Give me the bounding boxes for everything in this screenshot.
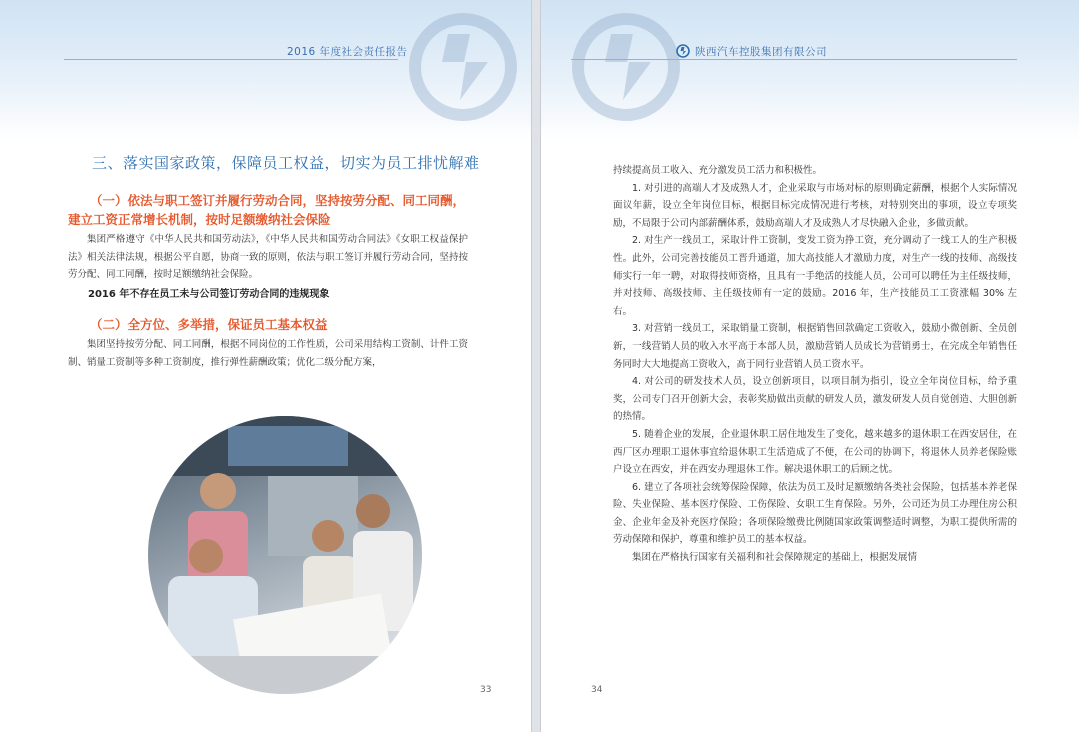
paragraph: 5. 随着企业的发展，企业退休职工居住地发生了变化，越来越多的退休职工在西安居住，在西厂区办理职工退休事宜给退休职工生活造成了不便，在公司的协调下，将退休人员养老保险账户设立在西安，并在西安办理退休工作。解决退休职工的后顾之忧。 — [613, 428, 1017, 476]
page-number: 33 — [480, 685, 492, 695]
left-page — [0, 0, 532, 732]
paragraph: 持续提高员工收入、充分激发员工活力和积极性。 — [613, 165, 823, 176]
report-header-title: 2016 年度社会责任报告 — [287, 46, 408, 58]
subsection-2-body — [68, 336, 468, 371]
right-page — [540, 0, 1079, 732]
subsection-1-body — [68, 231, 468, 284]
page-number: 34 — [591, 685, 603, 695]
paragraph: 4. 对公司的研发技术人员，设立创新项目，以项目制为指引，设立全年岗位目标，给予重奖，公司专门召开创新大会，表彰奖励做出贡献的研发人员，激发研发人员自觉创造、大胆创新的热情。 — [613, 376, 1017, 423]
section-title: 三、落实国家政策，保障员工权益，切实为员工排忧解难 — [92, 154, 480, 172]
company-header-title: 陕西汽车控股集团有限公司 — [695, 46, 827, 58]
header-rule — [64, 59, 398, 60]
paragraph: 集团在严格执行国家有关福利和社会保障规定的基础上，根据发展情 — [632, 552, 918, 564]
company-logo-icon — [676, 44, 690, 58]
paragraph: 集团坚持按劳分配、同工同酬，根据不同岗位的工作性质，公司采用结构工资制、计件工资制、销量工资制等多种工资制度，推行弹性薪酬政策；优化二级分配方案， — [68, 339, 468, 368]
compliance-statement: 2016 年不存在员工未与公司签订劳动合同的违规现象 — [88, 289, 330, 300]
employee-photo — [148, 416, 422, 694]
paragraph: 集团严格遵守《中华人民共和国劳动法》，《中华人民共和国劳动合同法》《女职工权益保护法》相关法律法规，根据公平自愿，协商一致的原则，依法与职工签订并履行劳动合同，坚持按劳分配、同工同酬，按时足额缴纳社会保险。 — [68, 234, 468, 281]
subsection-2-title: （二）全方位、多举措，保证员工基本权益 — [90, 317, 328, 332]
paragraph: 1. 对引进的高端人才及成熟人才，企业采取与市场对标的原则确定薪酬，根据个人实际情况面议年薪，设立全年岗位目标，根据目标完成情况进行考核，对特别突出的事项，设立专项奖励，不局限于公司内部薪酬体系，鼓励高端人才及成熟人才尽快融入企业，多做贡献。 — [613, 182, 1017, 229]
header-rule — [571, 59, 1017, 60]
subsection-1-title-line2: 建立工资正常增长机制，按时足额缴纳社会保险 — [68, 212, 331, 227]
logo-watermark-icon — [408, 12, 518, 122]
logo-watermark-icon — [571, 12, 681, 122]
paragraph: 6. 建立了各项社会统筹保险保障，依法为员工及时足额缴纳各类社会保险，包括基本养老保险、失业保险、基本医疗保险、工伤保险、女职工生育保险。另外，公司还为员工办理住房公积金、企业年金及补充医疗保险；各项保险缴费比例随国家政策调整适时调整，为职工提供所需的劳动保障和保护，尊重和维护员工的基本权益。 — [613, 481, 1017, 546]
subsection-1-title-line1: （一）依法与职工签订并履行劳动合同，坚持按劳分配、同工同酬， — [90, 193, 466, 208]
photo-illustration — [148, 416, 422, 694]
right-page-body — [613, 162, 1017, 567]
paragraph: 3. 对营销一线员工，采取销量工资制，根据销售回款确定工资收入，鼓励小微创新、全员创新，一线营销人员的收入水平高于本部人员，激励营销人员成长为营销勇士，在完成全年销售任务同时大大地提高工资收入，高于同行业营销人员工资水平。 — [613, 323, 1017, 370]
paragraph: 2. 对生产一线员工，采取计件工资制，变发工资为挣工资，充分调动了一线工人的生产积极性。此外，公司完善技能员工晋升通道，加大高技能人才激励力度，对生产一线的技师、高级技师实行一年一聘，对取得技师资格，且具有一手绝活的技能人员，公司可以聘任为主任级技师，并对技师、高级技师、主任级技师有一定的鼓励。2016 年，生产技能员工工资涨幅 30% 左右。 — [613, 235, 1017, 317]
